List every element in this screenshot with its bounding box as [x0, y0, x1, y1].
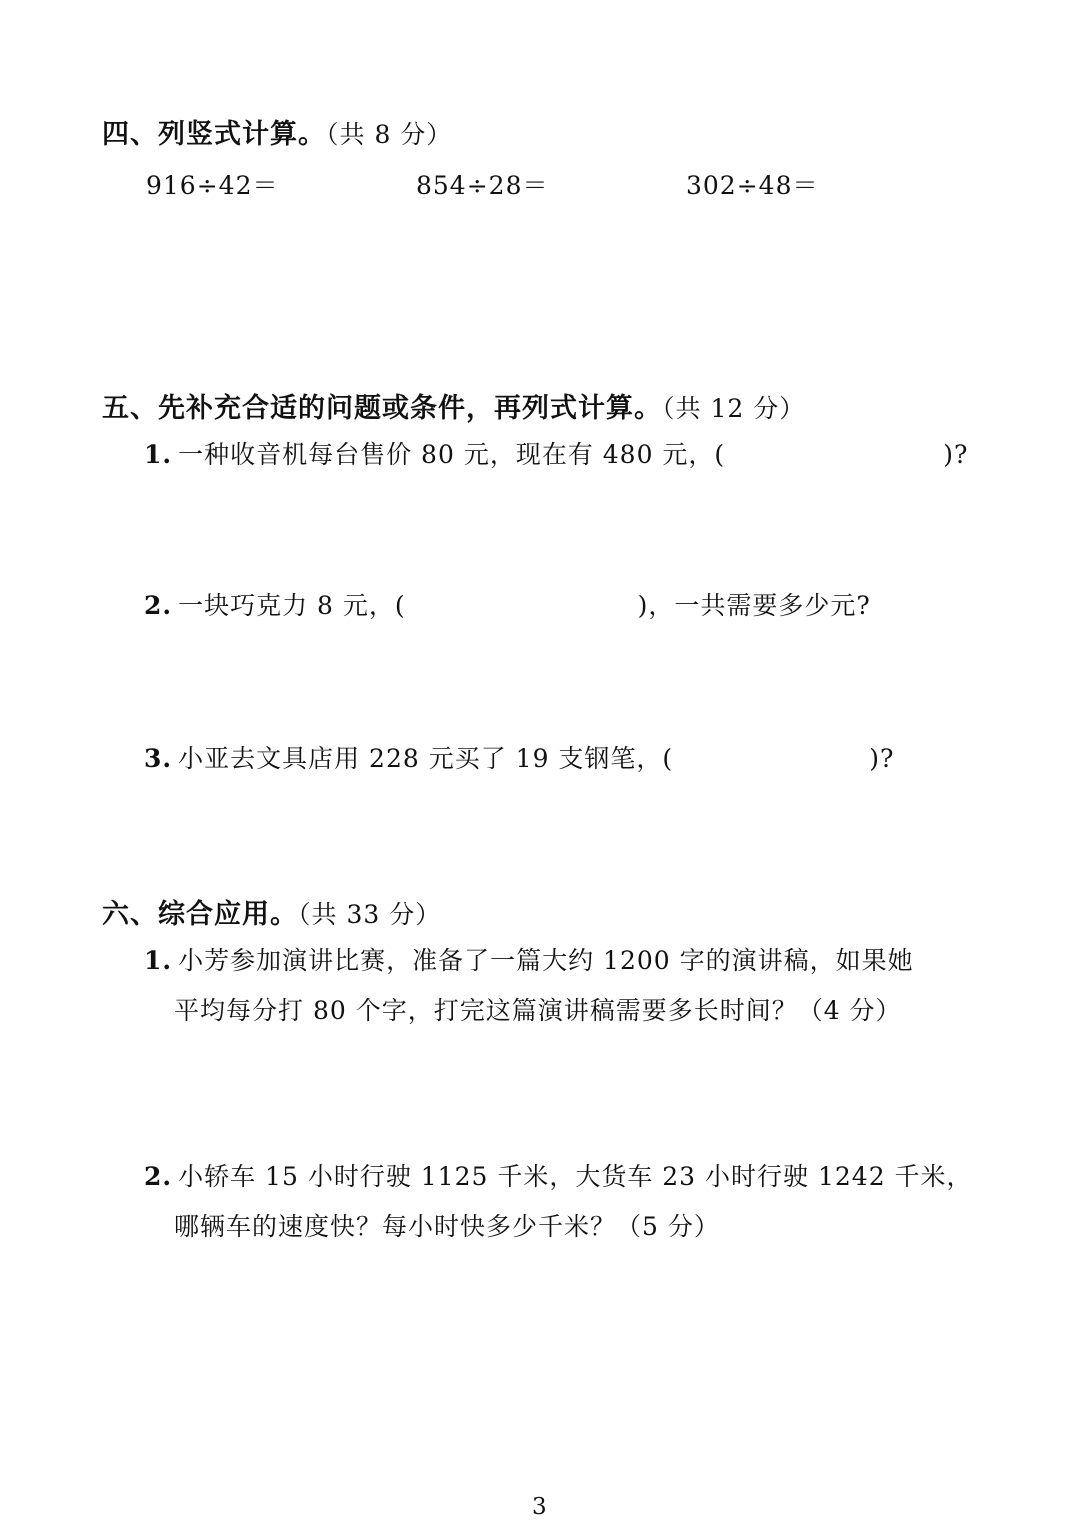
- section-6-item-1: [144, 936, 914, 1036]
- item-text-after: )?: [869, 744, 895, 773]
- item-line-1: 小芳参加演讲比赛，准备了一篇大约 1200 字的演讲稿，如果她: [178, 946, 914, 975]
- section-4-heading: [102, 112, 452, 151]
- section-4-points: （共 8 分）: [326, 120, 453, 149]
- section-5-title: 五、先补充合适的问题或条件，再列式计算。: [102, 393, 662, 424]
- section-6-points: （共 33 分）: [298, 900, 442, 929]
- item-number: 1.: [144, 946, 173, 975]
- section-5-heading: [102, 386, 805, 425]
- section-5-item-1: [144, 430, 968, 480]
- item-text-before: 小亚去文具店用 228 元买了 19 支钢笔，(: [178, 744, 674, 773]
- section-6-heading: [102, 892, 441, 931]
- page-number: 3: [532, 1494, 547, 1520]
- equation-2: 854÷28＝: [416, 171, 549, 200]
- section-5-item-3: [144, 734, 894, 784]
- item-number: 2.: [144, 1162, 173, 1191]
- section-4-title: 四、列竖式计算。: [102, 119, 326, 150]
- section-6-title: 六、综合应用。: [102, 899, 298, 930]
- item-line-2: 平均每分打 80 个字，打完这篇演讲稿需要多长时间？（4 分）: [174, 996, 902, 1025]
- section-5-item-2: [144, 581, 871, 631]
- item-text-after: )，一共需要多少元?: [637, 591, 871, 620]
- item-text-after: )?: [943, 440, 969, 469]
- section-6-item-2: [144, 1152, 973, 1252]
- item-number: 2.: [144, 591, 173, 620]
- item-line-2: 哪辆车的速度快？每小时快多少千米？（5 分）: [174, 1212, 720, 1241]
- item-line-1: 小轿车 15 小时行驶 1125 千米，大货车 23 小时行驶 1242 千米，: [178, 1162, 973, 1191]
- item-number: 1.: [144, 440, 173, 469]
- equation-1: 916÷42＝: [146, 171, 279, 200]
- item-number: 3.: [144, 744, 173, 773]
- equation-3: 302÷48＝: [686, 171, 819, 200]
- section-5-points: （共 12 分）: [662, 394, 806, 423]
- item-text-before: 一块巧克力 8 元，(: [178, 591, 406, 620]
- item-text-before: 一种收音机每台售价 80 元，现在有 480 元，(: [178, 440, 726, 469]
